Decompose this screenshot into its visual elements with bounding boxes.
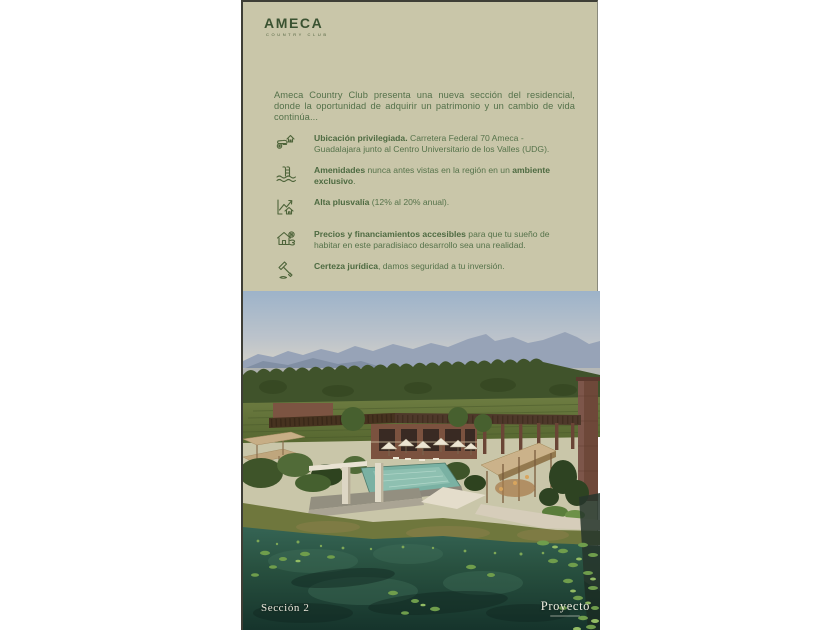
project-caption-subtext-line [550,615,580,617]
feature-text: Precios y financiamientos accesibles para que tu sueño de habitar en este paradisiaco desarrollo sea una realidad. [314,229,550,250]
feature-text: Ubicación privilegiada. Carretera Federal 70 Ameca - Guadalajara junto al Centro Universitario de los Valles (UDG). [314,133,550,154]
gavel-icon [274,259,298,283]
project-caption-text: Proyecto [540,599,590,613]
ameca-logo [264,15,329,37]
feature-ubicacion [274,133,570,155]
pool-amenities-icon [274,163,298,187]
house-financing-icon [274,227,298,251]
project-caption [541,599,590,617]
feature-plusvalia [274,197,570,219]
feature-text: Alta plusvalía (12% al 20% anual). [314,197,450,207]
location-house-icon [274,131,298,155]
intro-paragraph: Ameca Country Club presenta una nueva sección del residencial, donde la oportunidad de adquirir un patrimonio y un cambio de vida continúa... [274,90,575,123]
logo-tagline: COUNTRY CLUB [266,32,329,37]
render-scene [243,291,600,630]
feature-precios [274,229,570,251]
flyer-card [241,0,598,630]
feature-text: Certeza jurídica, damos seguridad a tu inversión. [314,261,505,271]
clubhouse [371,424,477,459]
feature-amenidades [274,165,570,187]
logo-title: AMECA [264,15,324,31]
info-panel [243,2,597,291]
project-render-photo [243,291,600,630]
plusvalia-growth-icon [274,195,298,219]
feature-certeza [274,261,570,283]
section-caption: Sección 2 [261,602,310,614]
feature-text: Amenidades nunca antes vistas en la región en un ambiente exclusivo. [314,165,550,186]
features-list [274,133,570,283]
